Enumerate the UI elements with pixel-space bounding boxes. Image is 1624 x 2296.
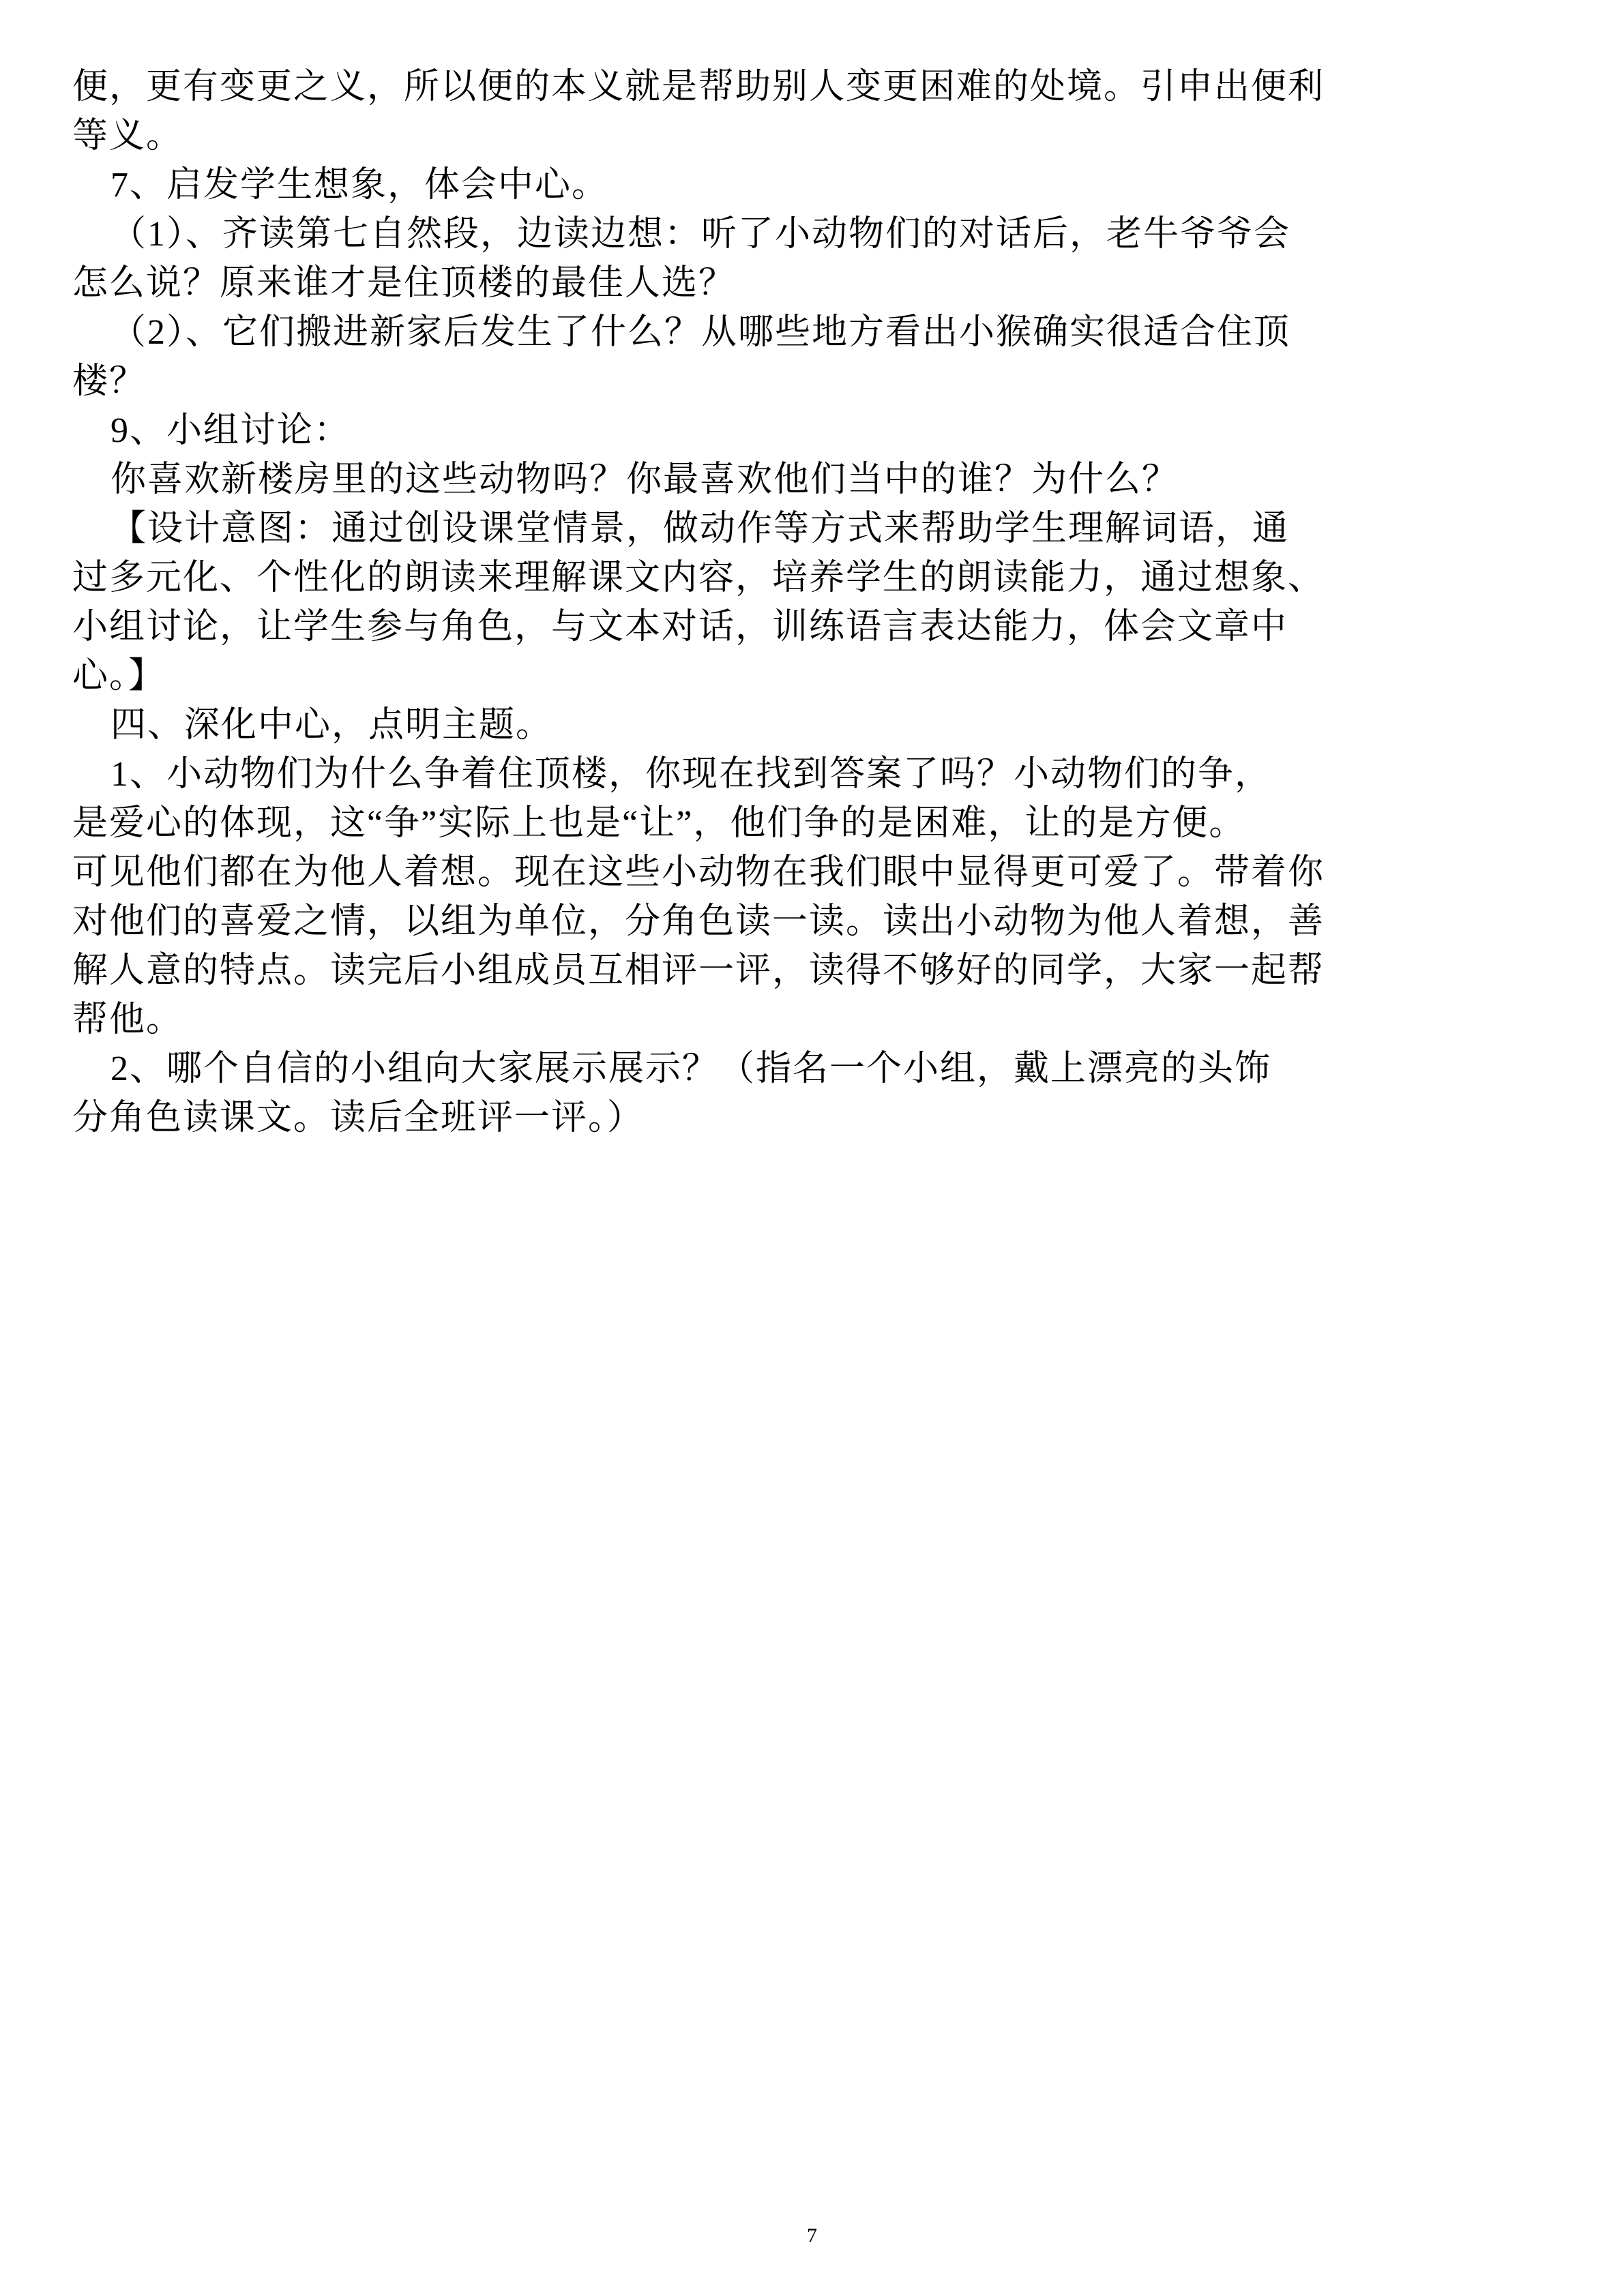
- text-line: 你喜欢新楼房里的这些动物吗？你最喜欢他们当中的谁？为什么？: [110, 460, 1179, 499]
- page-number: 7: [807, 2224, 817, 2247]
- text-line: 分角色读课文。读后全班评一评。）: [72, 1099, 645, 1137]
- paragraph: [72, 1045, 1368, 1143]
- paragraph: [72, 750, 1368, 1045]
- text-line: 7、启发学生想象，体会中心。: [110, 166, 609, 205]
- text-line: 过多元化、个性化的朗读来理解课文内容，培养学生的朗读能力，通过想象、: [72, 558, 1325, 597]
- paragraph: [72, 161, 1368, 210]
- text-line: 帮他。: [72, 1000, 183, 1039]
- text-line: 怎么说？原来谁才是住顶楼的最佳人选？: [72, 264, 736, 303]
- paragraph: [72, 210, 1368, 308]
- text-line: （1）、齐读第七自然段，边读边想：听了小动物们的对话后，老牛爷爷会: [110, 215, 1291, 254]
- text-line: 小组讨论，让学生参与角色，与文本对话，训练语言表达能力，体会文章中: [72, 608, 1288, 646]
- text-line: 9、小组讨论：: [110, 411, 351, 450]
- text-line: 解人意的特点。读完后小组成员互相评一评，读得不够好的同学，大家一起帮: [72, 951, 1325, 990]
- text-line: 心。】: [72, 657, 166, 696]
- text-line: 楼？: [72, 362, 147, 401]
- text-line: 是爱心的体现，这“争”实际上也是“让”，他们争的是困难，让的是方便。: [72, 804, 1246, 843]
- text-line: 【设计意图：通过创设课堂情景，做动作等方式来帮助学生理解词语，通: [110, 509, 1290, 548]
- paragraph: [72, 406, 1368, 456]
- text-line: 可见他们都在为他人着想。现在这些小动物在我们眼中显得更可爱了。带着你: [72, 853, 1325, 892]
- text-line: 对他们的喜爱之情，以组为单位，分角色读一读。读出小动物为他人着想，善: [72, 902, 1325, 941]
- text-line: 1、小动物们为什么争着住顶楼，你现在找到答案了吗？小动物们的争，: [110, 755, 1272, 794]
- paragraph: [72, 456, 1368, 505]
- paragraph: [72, 63, 1368, 161]
- paragraph: [72, 505, 1368, 701]
- text-line: 便，更有变更之义，所以便的本义就是帮助别人变更困难的处境。引申出便利: [72, 68, 1325, 106]
- paragraph: [72, 701, 1368, 750]
- text-line: 四、深化中心，点明主题。: [110, 706, 553, 745]
- text-line: 2、哪个自信的小组向大家展示展示？（指名一个小组，戴上漂亮的头饰: [110, 1049, 1272, 1088]
- text-line: 等义。: [72, 117, 183, 155]
- document-content: [72, 63, 1368, 1143]
- paragraph: [72, 308, 1368, 406]
- text-line: （2）、它们搬进新家后发生了什么？从哪些地方看出小猴确实很适合住顶: [110, 313, 1291, 352]
